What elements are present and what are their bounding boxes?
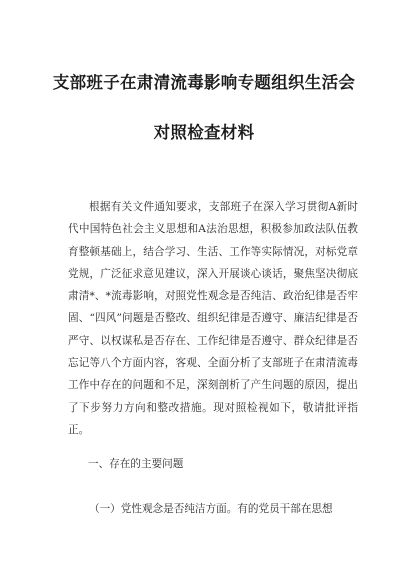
- section-heading: 一、存在的主要问题: [88, 458, 184, 470]
- subsection-paragraph: （一）党性观念是否纯洁方面。有的党员干部在思想: [89, 503, 333, 515]
- document-title-line-2: 对照检查材料: [153, 123, 255, 142]
- document-title-line-1: 支部班子在肃清流毒影响专题组织生活会: [52, 73, 356, 92]
- intro-paragraph: 根据有关文件通知要求，支部班子在深入学习贯彻A新时代中国特色社会主义思想和A法治思想，积极参加政法队伍教育整顿基础上，结合学习、生活、工作等实际情况，对标党章党规，广泛征求意见建议，深入开展谈心谈话，聚焦坚决彻底肃清*、*流毒影响，对照党性观念是否纯洁、政治纪律是否牢固、“四风”问题是否整改、组织纪律是否遵守、廉洁纪律是否严守、以权谋私是否存在、工作纪律是否遵守、群众纪律是否忘记等八个方面内容，客观、全面分析了支部班子在肃清流毒工作中存在的问题和不足，深刻剖析了产生问题的原因，提出了下步努力方向和整改措施。现对照检视如下，敬请批评指正。: [68, 201, 358, 436]
